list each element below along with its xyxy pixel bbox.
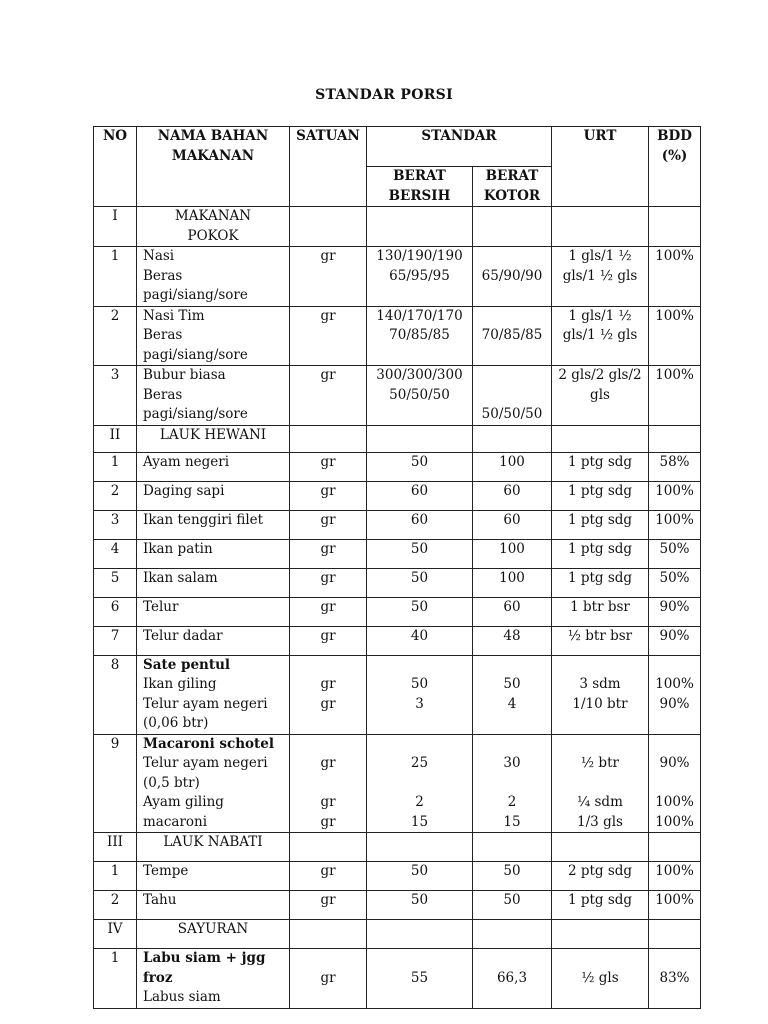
table-cell: 100% [649, 366, 701, 426]
table-row [94, 655, 701, 734]
document-title: STANDAR PORSI [315, 87, 453, 103]
cell-text: POKOK [187, 227, 239, 244]
table-cell [290, 949, 367, 1009]
table-cell: 1 ptg sdg [552, 452, 649, 481]
section-row [94, 425, 701, 452]
table-cell: Ayam negeri [137, 452, 290, 481]
table-cell: Ikan tenggiri filet [137, 510, 290, 539]
table-cell [367, 833, 473, 862]
cell-text: Labus siam [143, 989, 221, 1005]
table-cell: gr [290, 366, 367, 426]
table-cell: 6 [94, 597, 137, 626]
table-cell [473, 655, 552, 734]
table-cell: 1 ptg sdg [552, 568, 649, 597]
table-cell [137, 366, 290, 426]
table-cell: gr [290, 452, 367, 481]
cell-text: gr [320, 695, 336, 712]
table-cell: SAYURAN [137, 920, 290, 949]
cell-text: (0,06 btr) [143, 715, 209, 731]
table-cell: 100% [649, 891, 701, 920]
table-cell: 1 [94, 949, 137, 1009]
table-cell: gr [290, 568, 367, 597]
table-cell [552, 655, 649, 734]
cell-text: 65/95/95 [389, 267, 450, 284]
cell-text: STANDAR [421, 128, 497, 144]
cell-text: ½ gls [581, 969, 619, 986]
table-cell: 50 [367, 597, 473, 626]
cell-text: Telur ayam negeri [143, 695, 268, 712]
cell-text: MAKANAN [171, 147, 255, 164]
table-cell: 50% [649, 568, 701, 597]
table-row [94, 597, 701, 626]
table-cell [473, 247, 552, 307]
cell-text: Labu siam + jgg froz [143, 950, 266, 986]
cell-text: 25 [410, 755, 429, 771]
table-cell [473, 833, 552, 862]
standar-porsi-table [93, 126, 701, 1009]
section-row [94, 207, 701, 247]
cell-text: Bubur biasa [143, 367, 226, 383]
table-cell: Telur dadar [137, 626, 290, 655]
cell-text: 90% [659, 755, 690, 771]
cell-text: macaroni [143, 813, 208, 830]
cell-text: Ikan giling [143, 676, 217, 692]
table-cell: Tempe [137, 862, 290, 891]
cell-text: 50 [410, 676, 429, 692]
table-cell: 8 [94, 655, 137, 734]
table-cell [290, 920, 367, 949]
table-cell: 7 [94, 626, 137, 655]
section-no: I [94, 207, 137, 247]
table-cell [552, 833, 649, 862]
table-cell: gr [290, 539, 367, 568]
table-cell: 100% [649, 862, 701, 891]
table-cell: 1 [94, 862, 137, 891]
table-cell [552, 734, 649, 833]
table-cell: 60 [473, 481, 552, 510]
table-row [94, 452, 701, 481]
cell-text: 50 [503, 676, 521, 692]
header-satuan [290, 127, 367, 207]
table-row [94, 306, 701, 366]
table-row [94, 247, 701, 307]
table-cell: IV [94, 920, 137, 949]
section-row [94, 833, 701, 862]
table-cell: 50% [649, 539, 701, 568]
cell-text: 1/10 btr [572, 695, 628, 712]
table-cell: II [94, 425, 137, 452]
cell-text: NO [102, 128, 128, 144]
table-cell [473, 734, 552, 833]
cell-text: 83% [659, 969, 690, 986]
table-cell: 60 [367, 510, 473, 539]
table-cell [473, 207, 552, 247]
header-urt [552, 127, 649, 207]
table-cell: 50/50/50 [473, 366, 552, 426]
cell-text: Nasi [143, 248, 175, 264]
table-cell: 1 [94, 452, 137, 481]
table-cell [552, 247, 649, 307]
cell-text: URT [583, 128, 617, 144]
table-cell: gr [290, 510, 367, 539]
table-cell: 100% [649, 481, 701, 510]
cell-text: 65/90/90 [481, 267, 543, 284]
cell-text: ½ btr [581, 755, 619, 771]
table-cell: Telur [137, 597, 290, 626]
table-cell [290, 833, 367, 862]
table-cell: 60 [473, 510, 552, 539]
cell-text: BDD [657, 128, 692, 144]
table-cell: 1 ptg sdg [552, 539, 649, 568]
header-berat-kotor [473, 167, 552, 207]
table-cell [367, 247, 473, 307]
table-cell: gr [290, 626, 367, 655]
table-cell: 1 btr bsr [552, 597, 649, 626]
table-cell: 100% [649, 510, 701, 539]
cell-text: (%) [661, 147, 688, 164]
cell-text: 1 gls/1 ½ [568, 248, 632, 264]
table-cell: 90% [649, 626, 701, 655]
table-cell: gr [290, 891, 367, 920]
table-cell [137, 655, 290, 734]
table-cell: gr [290, 306, 367, 366]
table-cell [649, 425, 701, 452]
cell-text: 1 gls/1 ½ [568, 307, 632, 324]
table-cell [290, 425, 367, 452]
table-cell [290, 655, 367, 734]
cell-text: 2 [507, 794, 517, 810]
table-cell: 60 [473, 597, 552, 626]
table-cell [367, 920, 473, 949]
table-cell [649, 655, 701, 734]
cell-text: Telur ayam negeri [143, 755, 268, 771]
table-row [94, 862, 701, 891]
table-cell: 70/85/85 [473, 306, 552, 366]
cell-text: Macaroni schotel [143, 735, 275, 752]
table-cell: 3 [94, 510, 137, 539]
table-cell [367, 207, 473, 247]
table-cell [649, 833, 701, 862]
cell-text: KOTOR [483, 187, 541, 204]
table-cell [367, 306, 473, 366]
cell-text: 2 gls/2 gls/2 [558, 367, 642, 383]
table-cell [290, 734, 367, 833]
section-name [137, 207, 290, 247]
table-cell [367, 655, 473, 734]
header-row [94, 127, 701, 167]
header-standar [367, 127, 552, 167]
cell-text: 140/170/170 [376, 307, 463, 324]
table-cell: 9 [94, 734, 137, 833]
table-cell: LAUK HEWANI [137, 425, 290, 452]
table-cell [473, 920, 552, 949]
table-cell: 50 [367, 891, 473, 920]
table-cell [552, 207, 649, 247]
table-cell: Ikan patin [137, 539, 290, 568]
table-cell: Tahu [137, 891, 290, 920]
table-cell: 60 [367, 481, 473, 510]
table-cell: 58% [649, 452, 701, 481]
cell-text: BERAT [485, 168, 539, 184]
table-cell: 100 [473, 452, 552, 481]
cell-text: Beras pagi/siang/sore [143, 386, 248, 422]
table-cell: gr [290, 481, 367, 510]
table-cell [552, 366, 649, 426]
table-cell: 50 [367, 568, 473, 597]
table-cell: 2 [94, 891, 137, 920]
header-no [94, 127, 137, 207]
cell-text: gr [320, 676, 336, 692]
cell-text: ¼ sdm [577, 794, 623, 810]
table-cell [290, 207, 367, 247]
cell-text: 100% [655, 813, 694, 830]
table-cell: ½ btr bsr [552, 626, 649, 655]
cell-text: gls [590, 386, 610, 403]
table-cell: 100 [473, 568, 552, 597]
table-cell [367, 734, 473, 833]
table-cell [649, 734, 701, 833]
cell-text: 66,3 [496, 969, 528, 986]
table-cell: 100 [473, 539, 552, 568]
table-cell: 1 ptg sdg [552, 891, 649, 920]
cell-text: 1/3 gls [577, 813, 623, 830]
table-cell: 90% [649, 597, 701, 626]
table-cell [552, 920, 649, 949]
cell-text: 55 [410, 969, 429, 986]
cell-text: gr [320, 794, 336, 810]
cell-text: gls/1 ½ gls [562, 327, 638, 343]
table-cell [649, 920, 701, 949]
table-row [94, 734, 701, 833]
cell-text: SATUAN [296, 128, 360, 144]
cell-text: gr [320, 969, 336, 986]
table-cell: 2 [94, 306, 137, 366]
table-row [94, 568, 701, 597]
table-cell: gr [290, 597, 367, 626]
cell-text: 90% [659, 695, 690, 712]
table-row [94, 366, 701, 426]
header-berat-bersih [367, 167, 473, 207]
cell-text: BERSIH [388, 187, 451, 204]
cell-text: gr [320, 755, 336, 771]
table-cell [473, 949, 552, 1009]
cell-text: 300/300/300 [376, 367, 463, 383]
table-cell [552, 425, 649, 452]
cell-text: (0,5 btr) [143, 774, 200, 791]
header-nama [137, 127, 290, 207]
table-row [94, 891, 701, 920]
table-cell [137, 247, 290, 307]
table-cell: Daging sapi [137, 481, 290, 510]
table-cell [649, 949, 701, 1009]
cell-text: 100% [655, 676, 694, 692]
cell-text: 50/50/50 [389, 386, 450, 403]
cell-text: 100% [655, 794, 694, 810]
table-cell: 2 ptg sdg [552, 862, 649, 891]
cell-text: gls/1 ½ gls [562, 267, 638, 284]
table-cell: 50 [367, 862, 473, 891]
table-cell [649, 207, 701, 247]
cell-text: 3 sdm [579, 676, 621, 692]
table-cell: 3 [94, 366, 137, 426]
cell-text: 3 [415, 695, 424, 712]
cell-text: 130/190/190 [376, 248, 463, 264]
table-cell: 50 [367, 539, 473, 568]
table-cell [137, 949, 290, 1009]
cell-text: Beras pagi/siang/sore [143, 327, 248, 363]
table-cell [552, 306, 649, 366]
table-cell: 1 ptg sdg [552, 481, 649, 510]
table-row [94, 626, 701, 655]
table-cell: 5 [94, 568, 137, 597]
table-cell: 1 ptg sdg [552, 510, 649, 539]
table-cell: 40 [367, 626, 473, 655]
table-cell: LAUK NABATI [137, 833, 290, 862]
cell-text: MAKANAN [174, 208, 252, 224]
table-cell: 50 [473, 862, 552, 891]
table-cell: Ikan salam [137, 568, 290, 597]
cell-text: gr [320, 813, 336, 830]
table-row [94, 539, 701, 568]
table-cell [473, 425, 552, 452]
table-cell: 100% [649, 247, 701, 307]
cell-text: Nasi Tim [143, 307, 205, 324]
table-cell [367, 949, 473, 1009]
cell-text: 4 [507, 695, 517, 712]
table-cell: 1 [94, 247, 137, 307]
table-cell: 2 [94, 481, 137, 510]
table-cell: gr [290, 862, 367, 891]
table-cell: 100% [649, 306, 701, 366]
cell-text: 30 [503, 755, 521, 771]
table-cell: 48 [473, 626, 552, 655]
cell-text: 70/85/85 [389, 327, 450, 343]
cell-text: 15 [410, 813, 429, 830]
table-cell: 50 [367, 452, 473, 481]
table-cell: 4 [94, 539, 137, 568]
cell-text: 15 [503, 813, 521, 830]
table-row [94, 510, 701, 539]
cell-text: 2 [415, 794, 424, 810]
table-cell: 50 [473, 891, 552, 920]
table-cell [367, 366, 473, 426]
table-cell [367, 425, 473, 452]
table-cell: gr [290, 247, 367, 307]
cell-text: NAMA BAHAN [157, 128, 269, 144]
cell-text: Sate pentul [143, 656, 231, 673]
table-row [94, 481, 701, 510]
cell-text: BERAT [393, 168, 446, 184]
table-row [94, 949, 701, 1009]
cell-text: Ayam giling [143, 794, 224, 810]
cell-text: Beras pagi/siang/sore [143, 267, 248, 303]
header-bdd [649, 127, 701, 207]
table-cell [137, 306, 290, 366]
section-row [94, 920, 701, 949]
table-cell: III [94, 833, 137, 862]
table-cell [552, 949, 649, 1009]
table-cell [137, 734, 290, 833]
